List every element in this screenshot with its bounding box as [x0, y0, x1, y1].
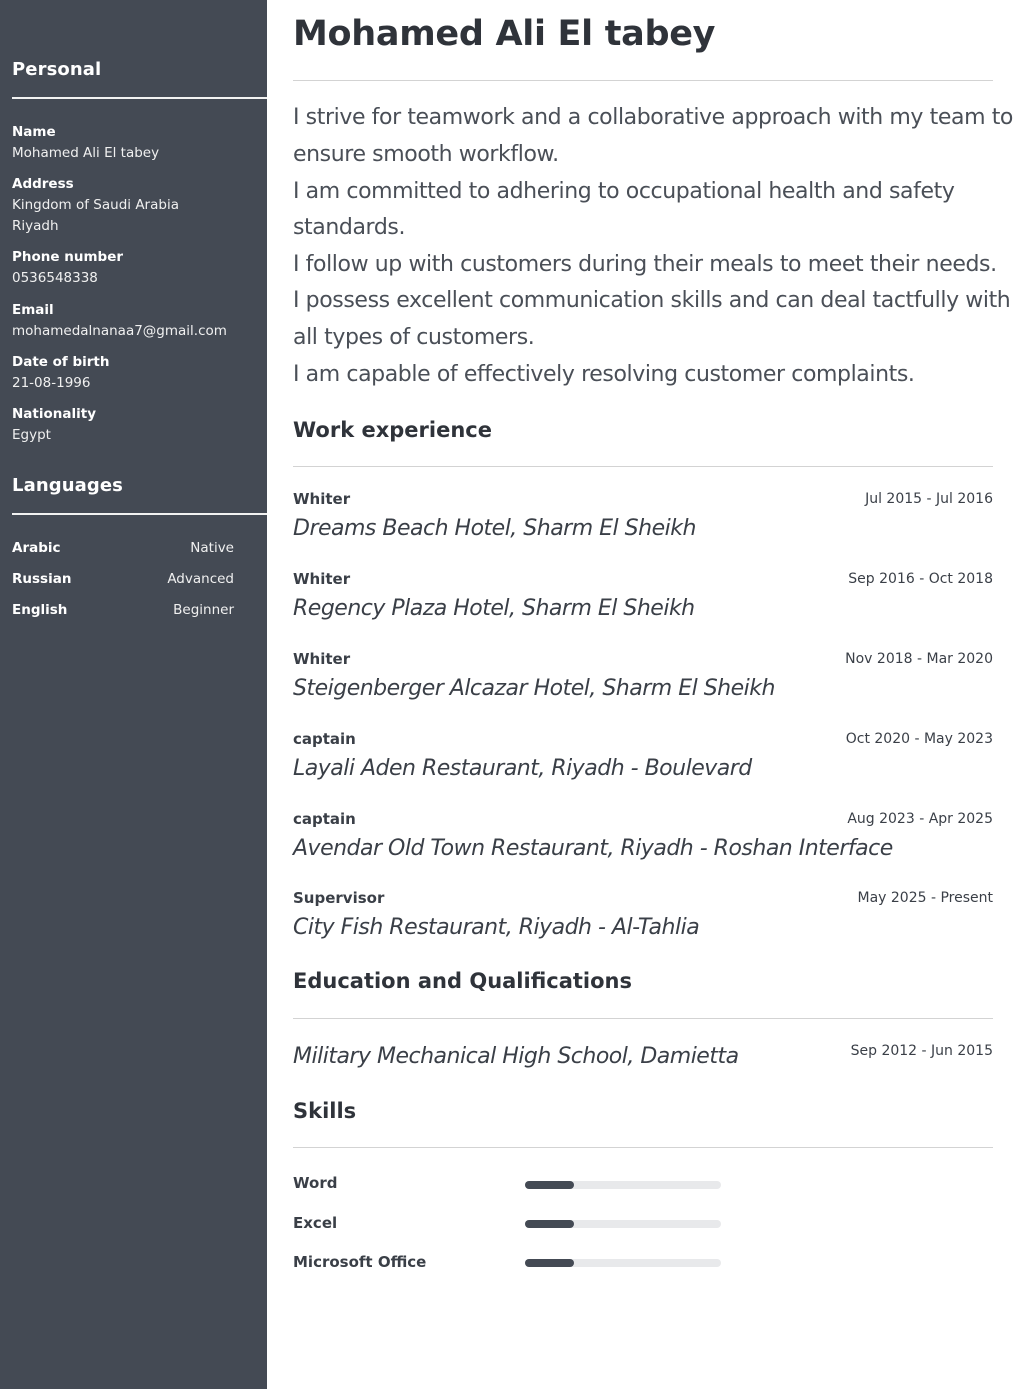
summary-line: I possess excellent communication skills and can deal tactfully with [293, 288, 1011, 313]
job-date: May 2025 - Present [857, 890, 993, 906]
name-label: Name [12, 124, 56, 140]
summary-line: all types of customers. [293, 325, 535, 350]
job-employer: Regency Plaza Hotel, Sharm El Sheikh [293, 596, 695, 621]
work-experience-heading: Work experience [293, 418, 492, 442]
education-divider [293, 1018, 993, 1019]
job-title: Whiter [293, 650, 351, 668]
summary-line: I follow up with customers during their meals to meet their needs. [293, 252, 997, 277]
job-title: captain [293, 730, 356, 748]
address-label: Address [12, 176, 74, 192]
email-value: mohamedalnanaa7@gmail.com [12, 323, 227, 339]
job-employer: Avendar Old Town Restaurant, Riyadh - Roshan Interface [293, 836, 893, 861]
skill-level-fill [525, 1220, 574, 1228]
phone-value: 0536548338 [12, 270, 98, 286]
language-name: English [12, 602, 68, 618]
skills-heading: Skills [293, 1099, 357, 1123]
job-date: Sep 2016 - Oct 2018 [848, 571, 993, 587]
address-value-line2: Riyadh [12, 218, 59, 234]
work-experience-divider [293, 466, 993, 467]
summary-line: I am capable of effectively resolving customer complaints. [293, 362, 915, 387]
job-employer: Layali Aden Restaurant, Riyadh - Boulevard [293, 756, 752, 781]
job-title: Whiter [293, 570, 351, 588]
main-content [293, 0, 1013, 1389]
language-name: Arabic [12, 540, 61, 556]
skill-level-fill [525, 1259, 574, 1267]
language-level: Advanced [167, 571, 234, 587]
education-heading: Education and Qualifications [293, 969, 633, 993]
language-name: Russian [12, 571, 72, 587]
skill-name: Microsoft Office [293, 1253, 427, 1271]
name-divider [293, 80, 993, 81]
skill-name: Word [293, 1174, 338, 1192]
address-value-line1: Kingdom of Saudi Arabia [12, 197, 179, 213]
language-level: Beginner [173, 602, 234, 618]
job-title: Whiter [293, 490, 351, 508]
skill-level-bar [525, 1220, 721, 1228]
job-date: Oct 2020 - May 2023 [845, 731, 993, 747]
job-employer: Dreams Beach Hotel, Sharm El Sheikh [293, 516, 696, 541]
summary-line: ensure smooth workflow. [293, 142, 559, 167]
job-employer: City Fish Restaurant, Riyadh - Al-Tahlia [293, 915, 700, 940]
job-date: Nov 2018 - Mar 2020 [845, 651, 993, 667]
candidate-name: Mohamed Ali El tabey [293, 14, 716, 54]
personal-heading: Personal [12, 59, 102, 80]
education-date: Sep 2012 - Jun 2015 [850, 1043, 993, 1059]
name-value: Mohamed Ali El tabey [12, 145, 160, 161]
summary-line: standards. [293, 215, 406, 240]
skill-level-bar [525, 1259, 721, 1267]
nationality-value: Egypt [12, 427, 51, 443]
skill-name: Excel [293, 1214, 338, 1232]
sidebar [0, 0, 267, 1389]
skill-level-bar [525, 1181, 721, 1189]
languages-divider [12, 513, 267, 515]
nationality-label: Nationality [12, 406, 96, 422]
education-school: Military Mechanical High School, Damietta [293, 1044, 739, 1069]
job-title: captain [293, 810, 356, 828]
job-employer: Steigenberger Alcazar Hotel, Sharm El Sheikh [293, 676, 775, 701]
dob-value: 21-08-1996 [12, 375, 91, 391]
summary-line: I am committed to adhering to occupational health and safety [293, 179, 955, 204]
job-date: Aug 2023 - Apr 2025 [847, 811, 993, 827]
skill-level-fill [525, 1181, 574, 1189]
summary-line: I strive for teamwork and a collaborative approach with my team to [293, 105, 1013, 130]
job-date: Jul 2015 - Jul 2016 [865, 491, 993, 507]
phone-label: Phone number [12, 249, 124, 265]
language-level: Native [190, 540, 234, 556]
skills-divider [293, 1147, 993, 1148]
languages-heading: Languages [12, 475, 123, 496]
dob-label: Date of birth [12, 354, 110, 370]
job-title: Supervisor [293, 889, 385, 907]
email-label: Email [12, 302, 54, 318]
personal-divider [12, 97, 267, 99]
